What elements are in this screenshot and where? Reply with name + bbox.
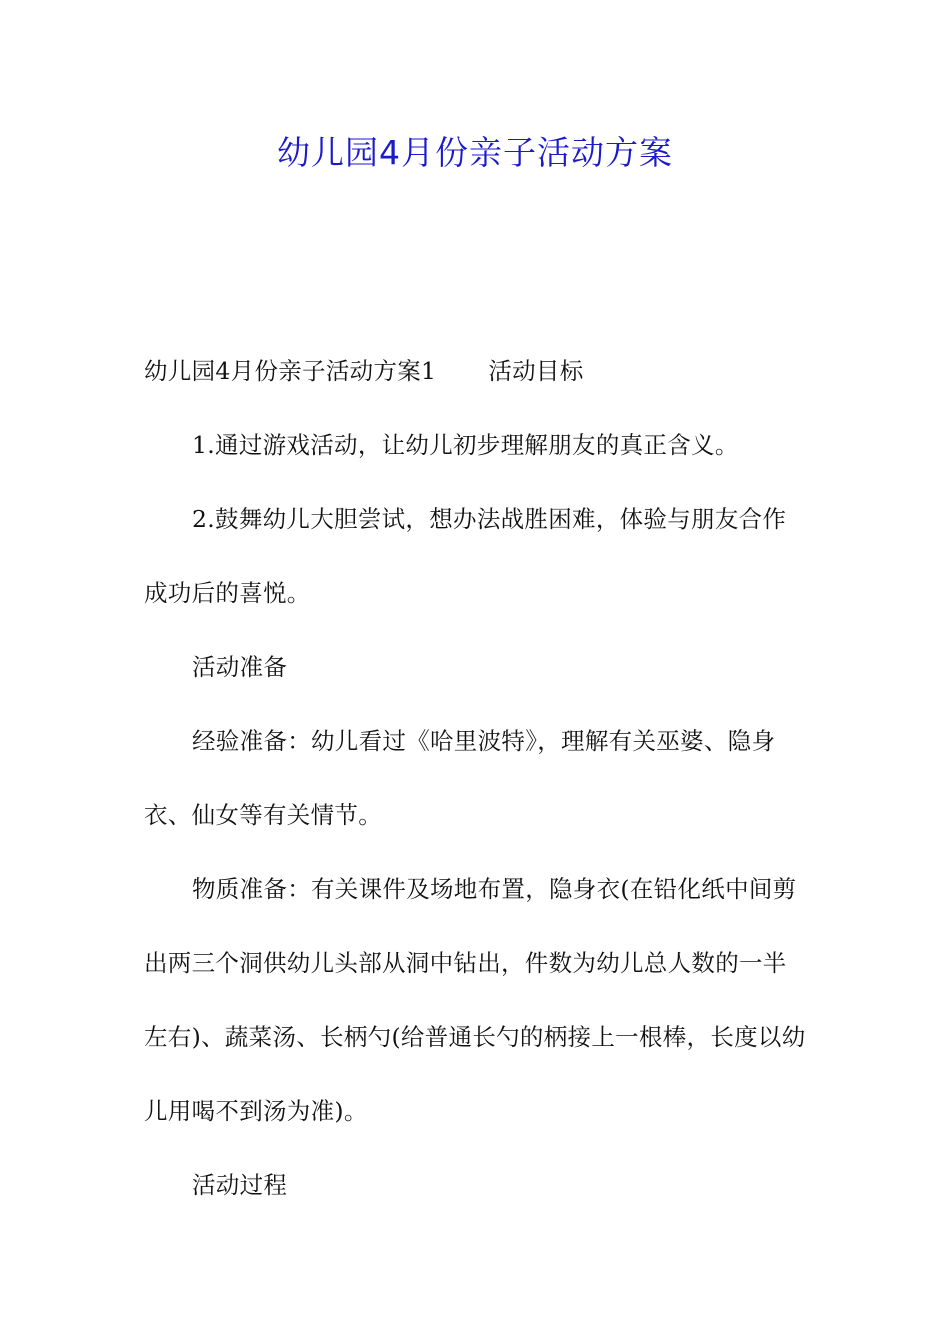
section-heading-paragraph bbox=[144, 334, 808, 408]
document-body bbox=[144, 334, 808, 1222]
experience-preparation-paragraph: 经验准备：幼儿看过《哈里波特》，理解有关巫婆、隐身衣、仙女等有关情节。 bbox=[144, 727, 776, 829]
document-title: 幼儿园4月份亲子活动方案 bbox=[277, 133, 673, 172]
activity-preparation-heading: 活动准备 bbox=[192, 653, 288, 681]
activity-goals-heading: 活动目标 bbox=[488, 357, 584, 385]
goal-item-1: 1.通过游戏活动，让幼儿初步理解朋友的真正含义。 bbox=[192, 431, 739, 459]
material-preparation-paragraph: 物质准备：有关课件及场地布置，隐身衣(在铅化纸中间剪出两三个洞供幼儿头部从洞中钻出，件数为幼儿总人数的一半左右)、蔬菜汤、长柄勺(给普通长勺的柄接上一根棒，长度以幼儿用喝不到汤为准)。 bbox=[144, 875, 806, 1125]
activity-process-heading: 活动过程 bbox=[192, 1171, 288, 1199]
goal-item-2: 2.鼓舞幼儿大胆尝试，想办法战胜困难，体验与朋友合作成功后的喜悦。 bbox=[144, 505, 787, 607]
plan-number-heading: 幼儿园4月份亲子活动方案1 bbox=[144, 357, 437, 385]
